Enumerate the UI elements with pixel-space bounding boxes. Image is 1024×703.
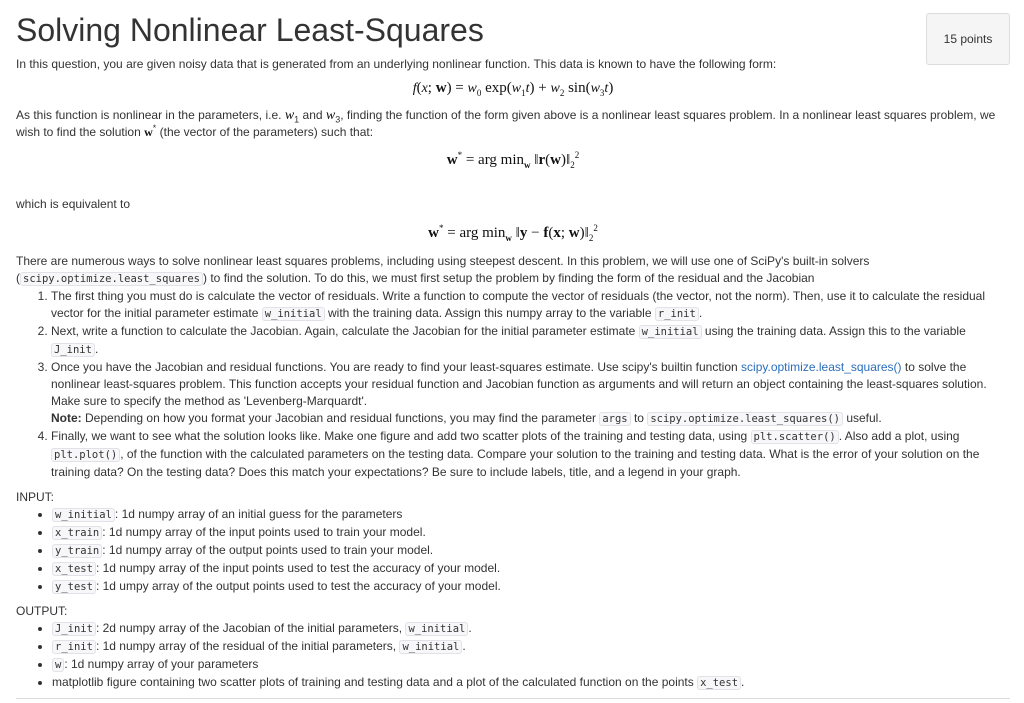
code-least-squares: scipy.optimize.least_squares — [20, 272, 203, 286]
output-label: OUTPUT: — [16, 604, 68, 618]
steps-list — [16, 288, 1010, 481]
input-item: • w_initial : 1d numpy array of an initial guess for the parameters — [52, 506, 1010, 524]
inputs-list — [16, 506, 1010, 596]
equivalent-text: which is equivalent to — [16, 197, 131, 211]
outputs-list — [16, 620, 1010, 692]
step-item: 4. Finally, we want to see what the solution looks like. Make one figure and add two scatter plots of the training and testing data, using plt.scatter() . Also add a plot, using plt.plot() , of the function with the calculated parameters on the testing data. Compare your solution to the training and testing data. What is the error of your solution on the training data? On the testing data? Does this match your expectations? Be sure to include labels, title, and a legend in your graph. — [51, 428, 1010, 481]
nonlinear-paragraph: As this function is nonlinear in the parameters, i.e. $w_1$ and $w_3$, finding the function of the form given above is a nonlinear least squares problem. In a nonlinear least squares problem, we wish to find the solution w* (the vector of the parameters) such that: — [16, 108, 996, 139]
intro-paragraph: In this question, you are given noisy data that is generated from an underlying nonlinear function. This data is known to have the following form: — [16, 57, 777, 71]
output-item: • J_init : 2d numpy array of the Jacobian of the initial parameters, w_initial . — [52, 620, 1010, 638]
step-item: 2. Next, write a function to calculate the Jacobian. Again, calculate the Jacobian for the initial parameter estimate w_initial using the training data. Assign this to the variable J_init . — [51, 323, 1010, 359]
step-item: 3. Once you have the Jacobian and residual functions. You are ready to find your least-squares estimate. Use scipy's builtin function scipy.optimize.least_squares() to solve the nonlinear least-squares problem. This function accepts your residual function and Jacobian function as arguments and will return an object containing the least-squares solution. Make sure to specify the method as 'Levenberg-Marquardt'. Note: Depending on how you format your Jacobian and residual functions, you may find the parameter args to scipy.optimize.least_squares() useful. — [51, 359, 1010, 428]
bottom-divider — [16, 698, 1010, 699]
function-equation: f(x; $w) = w_0$ $\exp(w_1t) + w_2$ $\sin(w_3t)$ — [412, 80, 614, 98]
input-item: • x_train : 1d numpy array of the input points used to train your model. — [52, 524, 1010, 542]
output-item: • r_init : 1d numpy array of the residual of the initial parameters, w_initial . — [52, 638, 1010, 656]
page-title: Solving Nonlinear Least-Squares — [16, 12, 484, 48]
argmin-data-equation: w* = arg $\min_w$ ‖y − f(x; $w)‖_2^2$ — [428, 223, 598, 243]
numerous-paragraph: There are numerous ways to solve nonlinear least squares problems, including using steepest descent. In this problem, we will use one of SciPy's built-in solvers ( scipy.optimize.least_squares ) to find the solution. To do this, we must first setup the problem by finding the form of the residual and the Jacobian — [16, 254, 870, 285]
step-item: 1. The first thing you must do is calculate the vector of residuals. Write a function to compute the vector of residuals (the vector, not the norm). Then, use it to calculate the residual vector for the initial parameter estimate w_initial with the training data. Assign this numpy array to the variable r_init . — [51, 288, 1010, 323]
points-badge: 15 points — [926, 13, 1010, 65]
input-label: INPUT: — [16, 490, 55, 504]
input-item: • y_train : 1d numpy array of the output points used to train your model. — [52, 542, 1010, 560]
question-body — [16, 10, 1010, 692]
output-item: • matplotlib figure containing two scatter plots of training and testing data and a plot of the calculated function on the points x_test . — [52, 674, 1010, 692]
output-item: • w : 1d numpy array of your parameters — [52, 656, 1010, 674]
argmin-residual-equation: w* = arg $\min_w$ $‖r(w)‖_2^2$ — [446, 150, 580, 170]
input-item: • y_test : 1d umpy array of the output points used to test the accuracy of your model. — [52, 578, 1010, 596]
least-squares-doc-link[interactable]: scipy.optimize.least_squares() — [741, 360, 902, 374]
input-item: • x_test : 1d numpy array of the input points used to test the accuracy of your model. — [52, 560, 1010, 578]
